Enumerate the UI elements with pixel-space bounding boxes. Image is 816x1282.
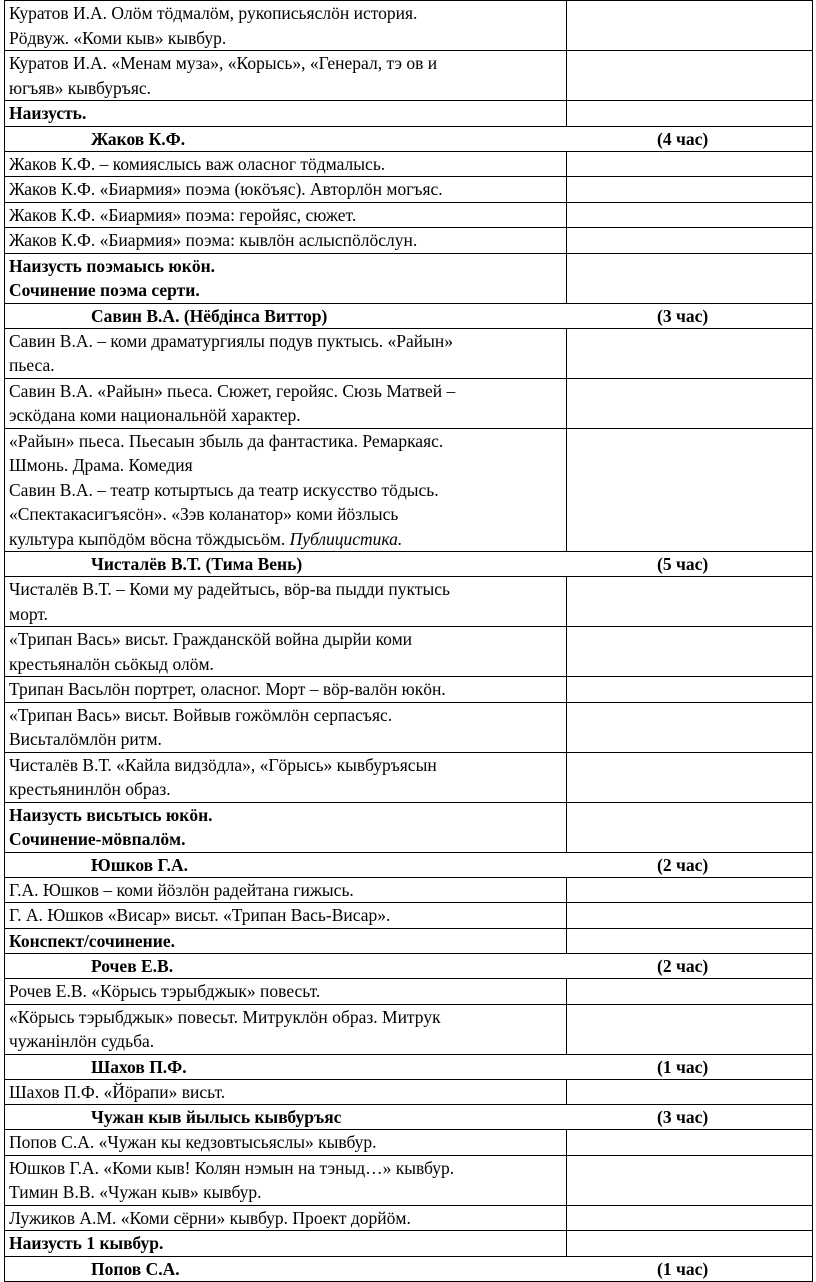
topic-row [5,151,813,177]
topic-row [5,1,813,51]
empty-cell [567,802,813,852]
lesson-plan-body [5,1,813,1282]
section-hours: (3 час) [657,1107,709,1127]
section-hours: (3 час) [657,305,709,326]
section-header-cell [5,852,813,877]
empty-cell [567,253,813,303]
topic-cell [5,51,567,101]
empty-cell [567,1130,813,1156]
assignment-text: Конспект/сочинение. [9,930,175,951]
empty-cell [567,1231,813,1257]
topic-cell [5,1,567,51]
section-author: Савин В.А. (Нёбдінса Виттор) [91,305,328,326]
assignment-cell [5,1231,567,1257]
topic-text: Попов С.А. «Чужан кы кедзовтысьяслы» кывбур. [9,1132,377,1152]
topic-cell [5,752,567,802]
assignment-text: Наизусть 1 кывбур. [9,1233,164,1253]
topic-cell [5,228,567,254]
empty-cell [567,101,813,127]
topic-text: Савин В.А. «Райын» пьеса. Сюжет, геройяс. Сюзь Матвей – эскӧдана коми национальнӧй характер. [9,380,456,425]
section-author: Чужан кыв йылысь кывбуръяс [91,1107,342,1127]
empty-cell [567,1205,813,1231]
section-header-row [5,1256,813,1281]
topic-row [5,202,813,228]
topic-text: Юшков Г.А. «Коми кыв! Колян нэмын на тэныд…» кывбур. Тимин В.В. «Чужан кыв» кывбур. [9,1157,455,1202]
topic-cell [5,151,567,177]
section-hours: (2 час) [657,956,709,976]
section-hours: (1 час) [657,1056,709,1077]
lesson-plan-table [4,0,813,1282]
section-header-row [5,852,813,877]
topic-row [5,979,813,1005]
topic-row [5,1205,813,1231]
empty-cell [567,1,813,51]
topic-cell [5,877,567,903]
topic-text: Рочев Е.В. «Кӧрысь тэрыбджык» повесьт. [9,981,321,1001]
topic-text: Чисталёв В.Т. «Кайла видзӧдла», «Гӧрысь» кывбуръясын крестьянинлӧн образ. [9,754,437,799]
empty-cell [567,1079,813,1105]
section-header-cell [5,303,813,328]
topic-cell [5,328,567,378]
topic-text: «Кӧрысь тэрыбджык» повесьт. Митруклӧн образ. Митрук чужанінлӧн судьба. [9,1006,441,1051]
topic-row [5,1079,813,1105]
section-header-cell [5,1256,813,1281]
topic-text: Г.А. Юшков – коми йӧзлӧн радейтана гижысь. [9,879,354,900]
topic-row [5,702,813,752]
topic-text: Лужиков А.М. «Коми сёрни» кывбур. Проект дорйӧм. [9,1207,411,1228]
topic-row [5,677,813,703]
section-header-row [5,303,813,328]
topic-cell [5,428,567,552]
empty-cell [567,1004,813,1054]
topic-cell [5,177,567,203]
section-header-row [5,1105,813,1130]
topic-text: Жаков К.Ф. – комияслысь важ оласног тӧдмалысь. [9,153,386,174]
empty-cell [567,328,813,378]
topic-row [5,428,813,552]
topic-row [5,903,813,929]
assignment-row [5,101,813,127]
topic-text: «Трипан Вась» висьт. Гражданскӧй война дырйи коми крестьяналӧн сьӧкыд олӧм. [9,629,413,674]
empty-cell [567,702,813,752]
topic-cell [5,577,567,627]
topic-row [5,752,813,802]
topic-text: Трипан Васьлӧн портрет, оласног. Морт – вӧр-валӧн юкӧн. [9,679,446,699]
topic-italic-text: Публицистика. [289,528,403,549]
topic-cell [5,1079,567,1105]
topic-row [5,1130,813,1156]
topic-cell [5,627,567,677]
section-hours: (5 час) [657,554,709,574]
topic-cell [5,1004,567,1054]
topic-row [5,228,813,254]
empty-cell [567,627,813,677]
topic-cell [5,1205,567,1231]
topic-row [5,328,813,378]
section-author: Жаков К.Ф. [91,128,186,149]
section-header-cell [5,126,813,151]
section-header-row [5,1054,813,1079]
topic-row [5,877,813,903]
topic-cell [5,202,567,228]
empty-cell [567,752,813,802]
topic-cell [5,677,567,703]
empty-cell [567,928,813,954]
assignment-text: Наизусть. [9,103,87,123]
empty-cell [567,177,813,203]
topic-text: Куратов И.А. Олӧм тӧдмалӧм, рукописьяслӧн история. Рӧдвуж. «Коми кыв» кывбур. [9,3,418,48]
topic-row [5,627,813,677]
section-header-cell [5,954,813,979]
section-author: Попов С.А. [91,1258,180,1279]
section-hours: (2 час) [657,854,709,875]
section-header-row [5,126,813,151]
topic-text: Жаков К.Ф. «Биармия» поэма: кывлӧн аслыспӧлӧслун. [9,230,418,250]
assignment-row [5,928,813,954]
section-header-cell [5,1054,813,1079]
empty-cell [567,903,813,929]
topic-row [5,577,813,627]
empty-cell [567,202,813,228]
empty-cell [567,979,813,1005]
assignment-row [5,1231,813,1257]
empty-cell [567,577,813,627]
topic-cell [5,903,567,929]
topic-cell [5,1130,567,1156]
empty-cell [567,877,813,903]
topic-row [5,1155,813,1205]
topic-text: Жаков К.Ф. «Биармия» поэма (юкӧъяс). Авторлӧн могъяс. [9,179,443,199]
topic-text: «Райын» пьеса. Пьесаын збыль да фантастика. Ремаркаяс. Шмонь. Драма. Комедия Савин В.А. – театр котыртысь да театр искусство тӧдысь. «Спектакасигъясӧн». «Зэв коланатор» коми йӧзлысь культура кыпӧдӧм вӧсна тӧждысьӧм. [9,430,444,549]
empty-cell [567,51,813,101]
assignment-row [5,802,813,852]
empty-cell [567,228,813,254]
section-author: Шахов П.Ф. [91,1056,187,1077]
empty-cell [567,1155,813,1205]
section-hours: (4 час) [657,128,709,149]
topic-text: Савин В.А. – коми драматургиялы подув пуктысь. «Райын» пьеса. [9,330,453,375]
section-header-row [5,954,813,979]
section-author: Рочев Е.В. [91,956,174,976]
topic-cell [5,702,567,752]
section-header-cell [5,552,813,577]
topic-row [5,378,813,428]
section-author: Юшков Г.А. [91,854,189,875]
empty-cell [567,378,813,428]
topic-cell [5,378,567,428]
section-header-cell [5,1105,813,1130]
assignment-cell [5,802,567,852]
empty-cell [567,151,813,177]
empty-cell [567,677,813,703]
topic-text: Г. А. Юшков «Висар» висьт. «Трипан Вась-Висар». [9,905,391,925]
topic-cell [5,1155,567,1205]
topic-row [5,51,813,101]
assignment-text: Наизусть поэмаысь юкӧн. Сочинение поэма серти. [9,255,216,300]
assignment-cell [5,253,567,303]
empty-cell [567,428,813,552]
assignment-text: Наизусть висьтысь юкӧн. Сочинение-мӧвпалӧм. [9,804,213,849]
topic-text: Чисталёв В.Т. – Коми му радейтысь, вӧр-ва пыдди пуктысь морт. [9,579,450,624]
topic-text: Куратов И.А. «Менам муза», «Корысь», «Генерал, тэ ов и югъяв» кывбуръяс. [9,53,438,98]
section-header-row [5,552,813,577]
topic-cell [5,979,567,1005]
topic-row [5,177,813,203]
assignment-cell [5,928,567,954]
assignment-cell [5,101,567,127]
topic-text: «Трипан Вась» висьт. Войвыв гожӧмлӧн серпасъяс. Висьталӧмлӧн ритм. [9,704,393,749]
section-hours: (1 час) [657,1258,709,1279]
topic-row [5,1004,813,1054]
assignment-row [5,253,813,303]
topic-text: Жаков К.Ф. «Биармия» поэма: геройяс, сюжет. [9,204,357,225]
topic-text: Шахов П.Ф. «Йӧрапи» висьт. [9,1081,226,1102]
section-author: Чисталёв В.Т. (Тима Вень) [91,554,303,574]
